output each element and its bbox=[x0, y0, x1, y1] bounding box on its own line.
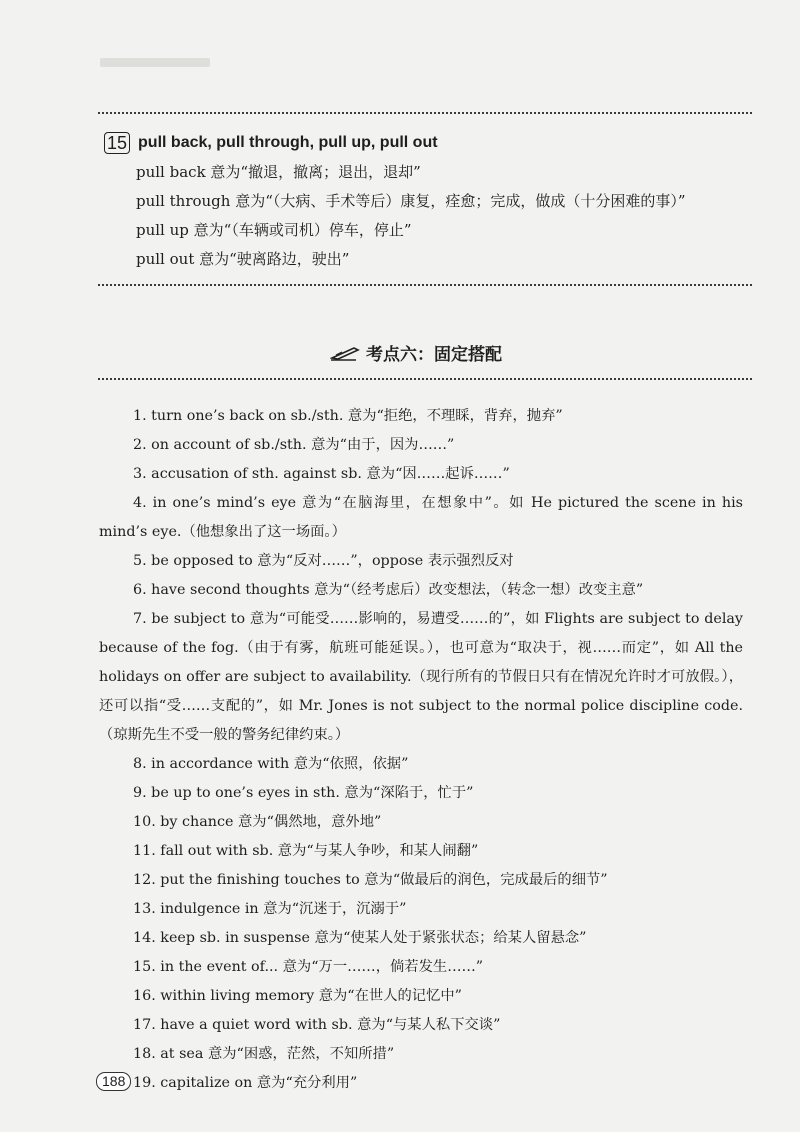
list-item: 11. fall out with sb. 意为“与某人争吵，和某人闹翻” bbox=[133, 843, 479, 859]
dotted-divider bbox=[98, 378, 752, 380]
dotted-divider bbox=[98, 284, 752, 286]
section-heading bbox=[330, 340, 502, 365]
section-15-title bbox=[104, 132, 686, 154]
list-item: 1. turn one’s back on sb./sth. 意为“拒绝，不理睬，背弃，抛弃” bbox=[133, 408, 563, 424]
list-item: 16. within living memory 意为“在世人的记忆中” bbox=[133, 988, 462, 1004]
section-heading-text: 考点六：固定搭配 bbox=[366, 345, 502, 365]
dotted-divider bbox=[98, 112, 752, 114]
section-15 bbox=[104, 132, 686, 274]
list-item: 5. be opposed to 意为“反对……”，oppose 表示强烈反对 bbox=[133, 553, 514, 569]
phrase-line: pull through 意为“（大病、手术等后）康复，痊愈；完成，做成（十分困难的事）” bbox=[136, 192, 686, 210]
list-item: 13. indulgence in 意为“沉迷于，沉溺于” bbox=[133, 901, 407, 917]
list-item: 4. in one’s mind’s eye 意为“在脑海里，在想象中”。如 He pictured the scene in his mind’s eye.（他想象出了这一场面。） bbox=[99, 495, 743, 540]
list-item: 8. in accordance with 意为“依照，依据” bbox=[133, 756, 409, 772]
list-item: 9. be up to one’s eyes in sth. 意为“深陷于，忙于” bbox=[133, 785, 474, 801]
list-item: 10. by chance 意为“偶然地，意外地” bbox=[133, 814, 382, 830]
list-item: 2. on account of sb./sth. 意为“由于，因为……” bbox=[133, 437, 455, 453]
header-bar bbox=[100, 58, 210, 67]
list-item: 14. keep sb. in suspense 意为“使某人处于紧张状态；给某人留悬念” bbox=[133, 930, 587, 946]
list-item: 7. be subject to 意为“可能受……影响的，易遭受……的”，如 Flights are subject to delay because of the fog.（由于有雾，航班可能延误。），也可意为“取决于，视……而定”，如 All the holidays on offer are subject to availability.（现行所有的节假日只有在情况允许时才可放假。），还可以指“受……支配的”，如 Mr. Jones is not subject to the normal police discipline code.（琼斯先生不受一般的警务纪律约束。） bbox=[99, 611, 743, 743]
list-item: 19. capitalize on 意为“充分利用” bbox=[133, 1075, 358, 1091]
phrase-line: pull up 意为“（车辆或司机）停车，停止” bbox=[136, 221, 412, 239]
phrase-list bbox=[99, 402, 743, 1098]
list-item: 3. accusation of sth. against sb. 意为“因……起诉……” bbox=[133, 466, 510, 482]
section-15-heading: pull back, pull through, pull up, pull out bbox=[138, 134, 438, 151]
list-item: 6. have second thoughts 意为“（经考虑后）改变想法，（转念一想）改变主意” bbox=[133, 582, 644, 598]
phrase-line: pull out 意为“驶离路边，驶出” bbox=[136, 250, 350, 268]
page-number: 188 bbox=[96, 1072, 131, 1091]
phrase-line: pull back 意为“撤退，撤离；退出，退却” bbox=[136, 163, 421, 181]
list-item: 17. have a quiet word with sb. 意为“与某人私下交谈” bbox=[133, 1017, 501, 1033]
section-number-badge: 15 bbox=[104, 132, 130, 154]
list-item: 15. in the event of... 意为“万一……，倘若发生……” bbox=[133, 959, 484, 975]
list-item: 18. at sea 意为“困惑，茫然，不知所措” bbox=[133, 1046, 395, 1062]
pencil-icon bbox=[330, 345, 360, 361]
list-item: 12. put the finishing touches to 意为“做最后的润色，完成最后的细节” bbox=[133, 872, 608, 888]
section-15-lines bbox=[136, 158, 686, 274]
